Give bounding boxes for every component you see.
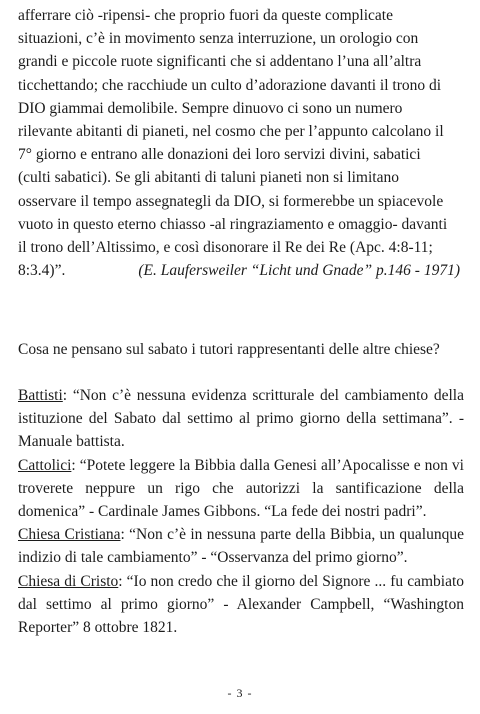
quote-line: ticchettando; che racchiude un culto d’adorazione davanti il trono di bbox=[18, 76, 442, 94]
denomination-label: Cattolici bbox=[18, 456, 72, 474]
quote-line: 7° giorno e entrano alle donazioni dei loro servizi divini, sabatici bbox=[18, 146, 421, 164]
quote-final-line bbox=[18, 259, 464, 282]
denomination-label: Chiesa di Cristo bbox=[18, 572, 119, 590]
quote-citation: (E. Laufersweiler “Licht und Gnade” p.146 - 1971) bbox=[138, 262, 460, 280]
statement-text: : “Potete leggere la Bibbia dalla Genesi all’Apocalisse e non vi troverete neppure un rigo che autorizzi la santificazione della domenica” - Cardinale James Gibbons. “La fede dei nostri padri”. bbox=[18, 456, 464, 521]
quote-line: afferrare ciò -ripensi- che proprio fuori da queste complicate bbox=[18, 7, 393, 24]
denomination-label: Battisti bbox=[18, 387, 63, 404]
statement-entry bbox=[18, 384, 464, 454]
statement-entry bbox=[18, 523, 464, 569]
statement-text: : “Non c’è nessuna evidenza scritturale del cambiamento della istituzione del Sabato dal settimo al primo giorno della settimana”. - Manuale battista. bbox=[18, 387, 464, 451]
quote-line: DIO giammai demolibile. Sempre dinuovo ci sono un numero bbox=[18, 99, 403, 117]
quote-line: rilevante abitanti di pianeti, nel cosmo che per l’appunto calcolano il bbox=[18, 123, 444, 141]
quote-line: il trono dell’Altissimo, e così disonorare il Re dei Re (Apc. 4:8-11; bbox=[18, 239, 433, 257]
section-question: Cosa ne pensano sul sabato i tutori rappresentanti delle altre chiese? bbox=[18, 341, 440, 358]
quote-line: (culti sabatici). Se gli abitanti di taluni pianeti non si limitano bbox=[18, 169, 399, 187]
denomination-statements bbox=[18, 384, 464, 639]
statement-text: : “Io non credo che il giorno del Signore ... fu cambiato dal settimo al primo giorno” - Alexander Campbell, “Washington Reporter” 8 ottobre 1821. bbox=[18, 572, 465, 637]
denomination-label: Chiesa Cristiana bbox=[18, 526, 121, 544]
quote-paragraph bbox=[18, 4, 464, 282]
statement-entry bbox=[18, 570, 464, 640]
page-number: - 3 - bbox=[227, 686, 253, 700]
statement-text: : “Non c’è in nessuna parte della Bibbia, un qualunque indizio di tale cambiamento” - “Osservanza del primo giorno”. bbox=[18, 526, 464, 567]
quote-line: osservare il tempo assegnategli da DIO, si formerebbe un spiacevole bbox=[18, 192, 444, 210]
quote-closing-text: 8:3.4)”. bbox=[18, 262, 66, 280]
quote-line: vuoto in questo eterno chiasso -al ringraziamento e omaggio- davanti bbox=[18, 215, 448, 233]
quote-line: grandi e piccole ruote significanti che si addentano l’una all’altra bbox=[18, 53, 422, 71]
quote-line: situazioni, c’è in movimento senza interruzione, un orologio con bbox=[18, 30, 419, 48]
statement-entry bbox=[18, 454, 464, 524]
